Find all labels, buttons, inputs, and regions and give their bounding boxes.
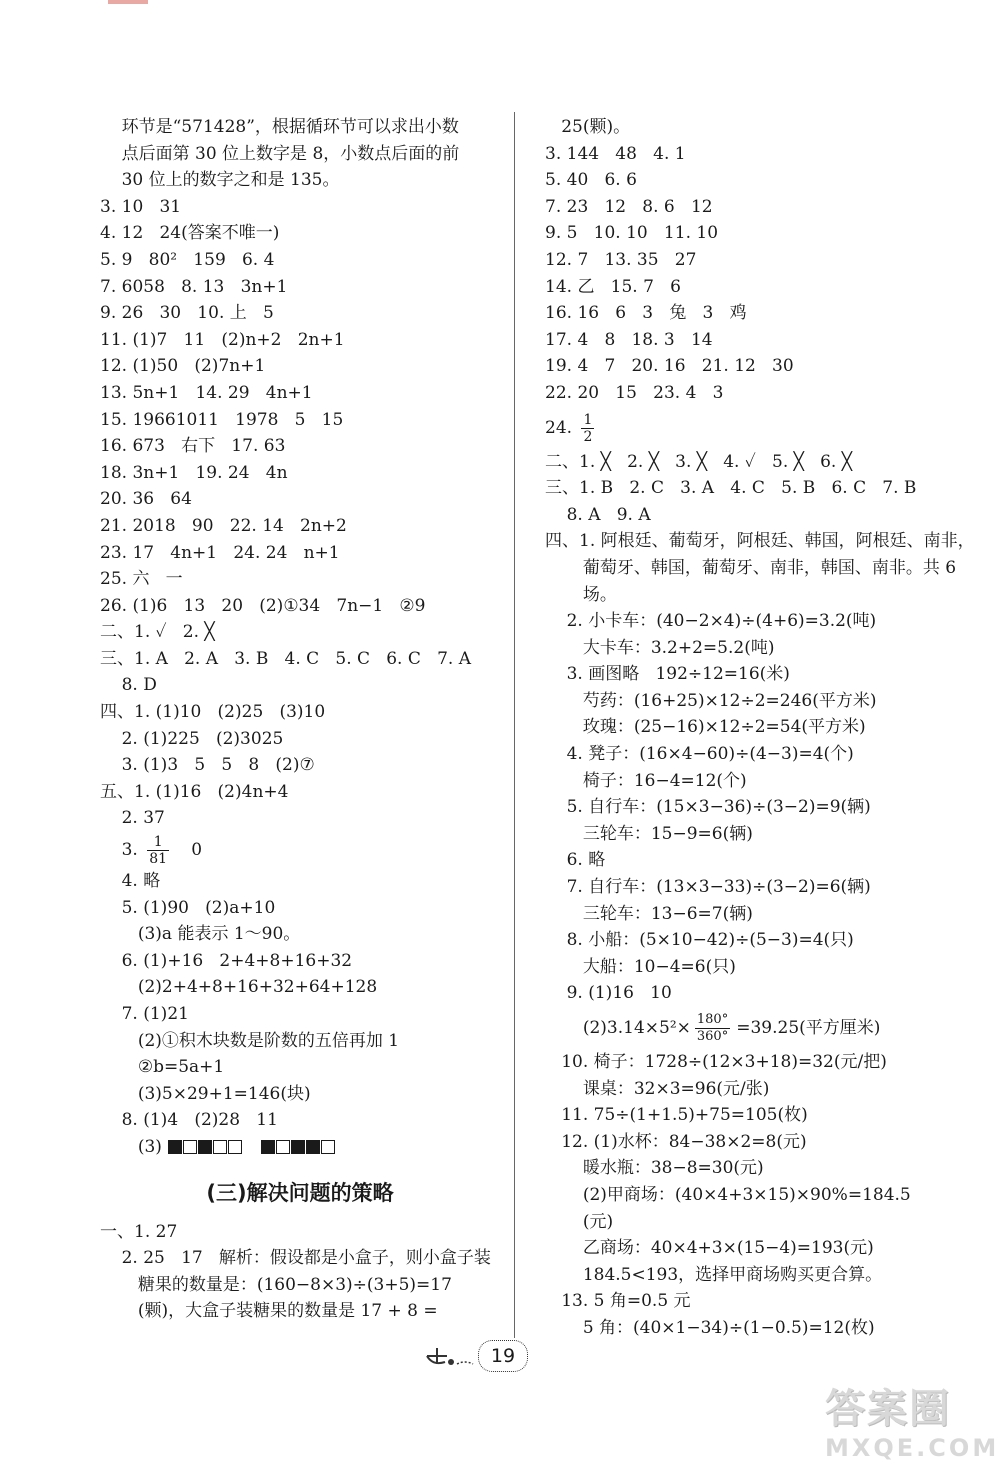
answer-line: 16. 673 右下 17. 63 — [100, 436, 286, 457]
answer-line: 13. 5n+1 14. 29 4n+1 — [100, 382, 313, 403]
left-column — [100, 114, 500, 1325]
answer-line: 大船：10−4=6(只) — [545, 956, 736, 977]
answer-label: (2)3.14×5²× — [545, 1018, 691, 1038]
empty-square-icon — [321, 1140, 335, 1154]
answer-line: 7. (1)21 — [100, 1004, 189, 1024]
square-pattern-answer — [100, 1134, 500, 1161]
answer-label: (3) — [100, 1136, 162, 1157]
answer-line: 大卡车：3.2+2=5.2(吨) — [545, 637, 775, 658]
fraction-numerator: 180° — [696, 1012, 729, 1027]
answer-line: 7. 自行车：(13×3−33)÷(3−2)=6(辆) — [545, 877, 871, 898]
answer-line: 9. 5 10. 10 11. 10 — [545, 223, 719, 244]
answer-line: 9. (1)16 10 — [545, 983, 672, 1004]
anchor-logo-icon — [423, 1342, 475, 1370]
fraction — [695, 1012, 730, 1045]
answer-line: 5. 自行车：(15×3−36)÷(3−2)=9(辆) — [545, 797, 871, 818]
answer-line: 13. 5 角=0.5 元 — [545, 1291, 691, 1312]
fraction-numerator: 1 — [583, 411, 593, 428]
right-degree-fraction-answer — [545, 1007, 945, 1049]
answer-line: 4. 凳子：(16×4−60)÷(4−3)=4(个) — [545, 744, 854, 765]
answer-line: 三、1. A 2. A 3. B 4. C 5. C 6. C 7. A — [100, 648, 471, 669]
watermark-logo — [825, 1385, 1000, 1473]
answer-line: 4. 略 — [100, 871, 161, 892]
answer-line: 12. 7 13. 35 27 — [545, 249, 697, 270]
answer-line: 23. 17 4n+1 24. 24 n+1 — [100, 542, 340, 563]
answer-label: 3. — [100, 840, 144, 861]
answer-line: 五、1. (1)16 (2)4n+4 — [100, 781, 289, 802]
answer-line: (颗)，大盒子装糖果的数量是 17 + 8 = — [100, 1301, 438, 1322]
answer-line: 一、1. 27 — [100, 1221, 178, 1242]
answer-line: 26. (1)6 13 20 (2)①34 7n−1 ②9 — [100, 595, 426, 616]
answer-line: 9. 26 30 10. 上 5 — [100, 303, 274, 324]
answer-line: 3. 10 31 — [100, 196, 182, 217]
answer-line: 椅子：16−4=12(个) — [545, 770, 747, 791]
answer-line: 20. 36 64 — [100, 489, 192, 510]
answer-line: 2. 小卡车：(40−2×4)÷(4+6)=3.2(吨) — [545, 611, 877, 632]
answer-line: 2. 37 — [100, 808, 165, 829]
answer-line: 14. 乙 15. 7 6 — [545, 276, 681, 297]
empty-square-icon — [276, 1140, 290, 1154]
column-divider — [514, 112, 515, 1338]
answer-line: 2. 25 17 解析：假设都是小盒子，则小盒子装 — [100, 1248, 491, 1269]
answer-line: 8. D — [100, 675, 157, 696]
answer-line: 18. 3n+1 19. 24 4n — [100, 462, 288, 483]
answer-line: 6. (1)+16 2+4+8+16+32 — [100, 950, 353, 971]
answer-line: 6. 略 — [545, 850, 606, 871]
answer-line: 3. 144 48 4. 1 — [545, 143, 686, 164]
answer-line: 3. (1)3 5 5 8 (2)⑦ — [100, 755, 315, 776]
answer-line: 21. 2018 90 22. 14 2n+2 — [100, 515, 347, 536]
answer-line: 22. 20 15 23. 4 3 — [545, 382, 724, 403]
fraction-denominator: 81 — [149, 851, 168, 868]
answer-line: 环节是“571428”，根据循环节可以求出小数 — [100, 117, 459, 137]
right-answer-list — [545, 114, 945, 407]
top-color-mark — [108, 0, 148, 4]
left-answer-list-3 — [100, 1219, 500, 1325]
answer-line: 11. (1)7 11 (2)n+2 2n+1 — [100, 329, 345, 350]
filled-square-icon — [168, 1140, 182, 1154]
answer-line: 点后面第 30 位上数字是 8，小数点后面的前 — [100, 143, 460, 164]
answer-line: (2)甲商场：(40×4+3×15)×90%=184.5 — [545, 1184, 911, 1205]
answer-label: 24. — [545, 417, 578, 438]
answer-line: 17. 4 8 18. 3 14 — [545, 329, 713, 350]
right-fraction-answer — [545, 407, 945, 449]
answer-line: 5. 40 6. 6 — [545, 170, 637, 191]
answer-line: (元) — [545, 1211, 614, 1232]
fraction-denominator: 360° — [696, 1029, 729, 1044]
filled-square-icon — [306, 1140, 320, 1154]
answer-line: 11. 75÷(1+1.5)+75=105(枚) — [545, 1105, 808, 1126]
answer-line: 课桌：32×3=96(元/张) — [545, 1078, 770, 1099]
answer-line: 8. 小船：(5×10−42)÷(5−3)=4(只) — [545, 930, 854, 951]
answer-line: 三轮车：13−6=7(辆) — [545, 903, 753, 924]
answer-line: (3)a 能表示 1～90。 — [100, 924, 301, 945]
right-answer-list-2 — [545, 449, 975, 1007]
answer-line: 三轮车：15−9=6(辆) — [545, 823, 753, 844]
answer-line: 25. 六 一 — [100, 569, 183, 590]
watermark-url: MXQE.COM — [825, 1434, 1000, 1462]
square-pattern-2 — [261, 1134, 336, 1161]
answer-line: 8. (1)4 (2)28 11 — [100, 1110, 278, 1131]
fraction-numerator: 1 — [147, 834, 169, 851]
left-answer-list-2 — [100, 868, 500, 1134]
filled-square-icon — [291, 1140, 305, 1154]
answer-line: 30 位上的数字之和是 135。 — [100, 170, 340, 191]
empty-square-icon — [213, 1140, 227, 1154]
empty-square-icon — [183, 1140, 197, 1154]
section-title: (三)解决问题的策略 — [206, 1180, 394, 1205]
filled-square-icon — [261, 1140, 275, 1154]
answer-line: 二、1. ✓ 2. ╳ — [100, 622, 215, 643]
answer-line: (2)2+4+8+16+32+64+128 — [100, 977, 378, 998]
answer-line: 19. 4 7 20. 16 21. 12 30 — [545, 356, 794, 377]
left-fraction-answer — [100, 832, 500, 868]
answer-line: 12. (1)50 (2)7n+1 — [100, 356, 266, 377]
watermark-text: 答案圈 — [825, 1386, 951, 1432]
answer-line: 暖水瓶：38−8=30(元) — [545, 1158, 764, 1179]
answer-line: 糖果的数量是：(160−8×3)÷(3+5)=17 — [100, 1274, 452, 1295]
answer-line: 葡萄牙、韩国，葡萄牙、南非，韩国、南非。共 6 — [545, 557, 957, 578]
answer-line: 12. (1)水杯：84−38×2=8(元) — [545, 1131, 807, 1152]
answer-line: 四、1. (1)10 (2)25 (3)10 — [100, 702, 326, 723]
left-answer-list — [100, 114, 500, 832]
answer-line: (2)①积木块数是阶数的五倍再加 1 — [100, 1030, 400, 1051]
right-column — [545, 114, 975, 1342]
answer-line: 7. 23 12 8. 6 12 — [545, 196, 713, 217]
answer-line: 5 角：(40×1−34)÷(1−0.5)=12(枚) — [545, 1317, 875, 1338]
answer-line: 16. 16 6 3 兔 3 鸡 — [545, 303, 747, 324]
answer-line: ②b=5a+1 — [100, 1057, 225, 1078]
answer-line: 3. 画图略 192÷12=16(米) — [545, 664, 790, 685]
answer-line: (3)5×29+1=146(块) — [100, 1083, 311, 1104]
fraction-denominator: 2 — [583, 428, 593, 445]
fraction — [581, 412, 594, 445]
answer-line: 184.5<193，选择甲商场购买更合算。 — [545, 1264, 883, 1285]
answer-text: =39.25(平方厘米) — [736, 1018, 881, 1038]
answer-line: 4. 12 24(答案不唯一) — [100, 223, 280, 244]
filled-square-icon — [198, 1140, 212, 1154]
answer-line: 芍药：(16+25)×12÷2=246(平方米) — [545, 690, 877, 711]
answer-line: 25(颗)。 — [545, 117, 631, 137]
right-answer-list-3 — [545, 1049, 945, 1342]
answer-line: 2. (1)225 (2)3025 — [100, 728, 284, 749]
answer-line: 三、1. B 2. C 3. A 4. C 5. B 6. C 7. B — [545, 478, 917, 499]
page-number: 19 — [478, 1340, 528, 1372]
answer-line: 场。 — [545, 584, 617, 605]
answer-text: 0 — [175, 840, 203, 861]
answer-line: 8. A 9. A — [545, 504, 651, 525]
answer-line: 乙商场：40×4+3×(15−4)=193(元) — [545, 1238, 874, 1259]
answer-line: 玫瑰：(25−16)×12÷2=54(平方米) — [545, 717, 866, 738]
answer-line: 7. 6058 8. 13 3n+1 — [100, 276, 288, 297]
square-pattern-1 — [168, 1134, 243, 1161]
answer-line: 5. (1)90 (2)a+10 — [100, 897, 276, 918]
answer-line: 5. 9 80² 159 6. 4 — [100, 249, 275, 270]
fraction — [147, 834, 169, 867]
empty-square-icon — [228, 1140, 242, 1154]
answer-line: 10. 椅子：1728÷(12×3+18)=32(元/把) — [545, 1052, 887, 1072]
answer-line: 15. 19661011 1978 5 15 — [100, 409, 344, 430]
answer-line: 四、1. 阿根廷、葡萄牙，阿根廷、韩国，阿根廷、南非， — [545, 531, 975, 552]
answer-line: 二、1. ╳ 2. ╳ 3. ╳ 4. ✓ 5. ╳ 6. ╳ — [545, 451, 852, 472]
